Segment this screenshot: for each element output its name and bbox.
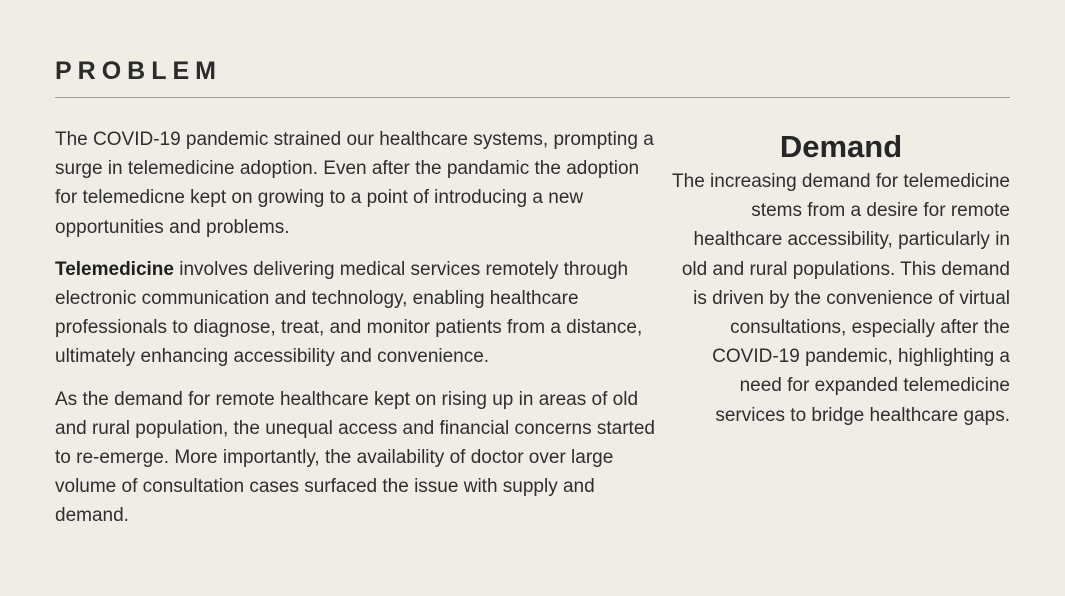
problem-description [55,125,655,544]
demand-title: Demand [779,129,903,164]
demand-panel [672,127,1010,430]
telemedicine-term: Telemedicine [55,258,174,280]
demand-body: The increasing demand for telemedicine stems from a desire for remote healthcare accessibility, particularly in old and rural populations. This demand is driven by the convenience of virtual consultations, especially after the COVID-19 pandemic, highlighting a need for expanded telemedicine services to bridge healthcare gaps. [672,171,1010,426]
telemedicine-definition-paragraph [55,255,655,372]
intro-paragraph: The COVID-19 pandemic strained our healthcare systems, prompting a surge in telemedicine adoption. Even after the pandamic the adoption for telemedicne kept on growing to a point of introducing a new opportunities and problems. [55,129,654,238]
supply-demand-paragraph: As the demand for remote healthcare kept on rising up in areas of old and rural population, the unequal access and financial concerns started to re-emerge. More importantly, the availability of doctor over large volume of consultation cases surfaced the issue with supply and demand. [55,388,655,527]
heading-divider [55,97,1010,98]
telemedicine-definition-text: involves delivering medical services remotely through electronic communication and technology, enabling healthcare professionals to diagnose, treat, and monitor patients from a distance, ultimately enhancing accessibility and convenience. [55,258,643,368]
section-heading: PROBLEM [55,57,222,85]
